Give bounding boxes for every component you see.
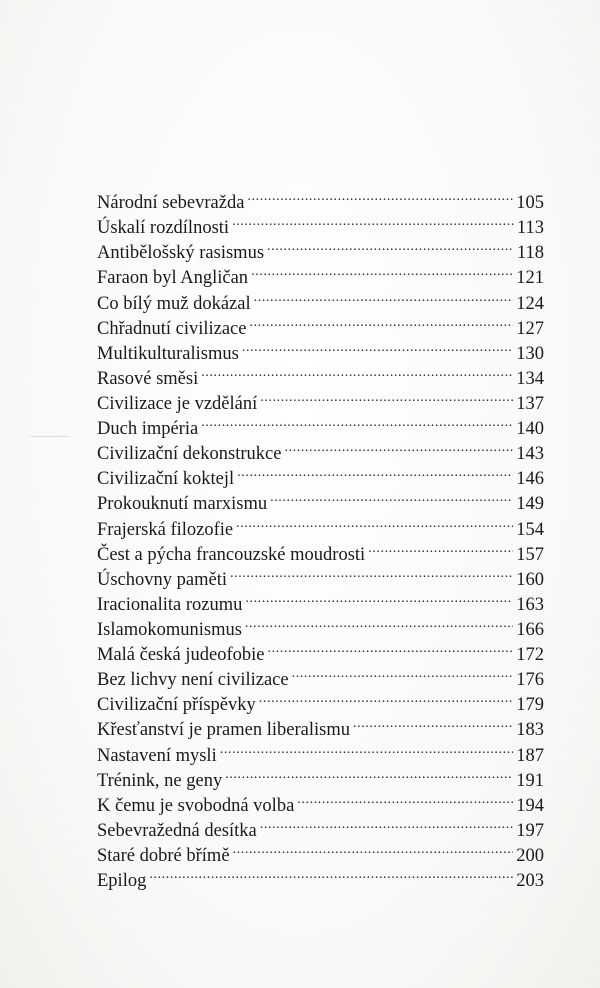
toc-entry-page: 157 xyxy=(516,544,544,565)
toc-entry-title: Civilizační příspěvky xyxy=(97,695,256,716)
toc-entry-title: Frajerská filozofie xyxy=(97,519,234,540)
toc-entry-page: 203 xyxy=(516,871,544,892)
toc-entry-title: Sebevražedná desítka xyxy=(97,820,257,841)
toc-entry-title: Islamokomunismus xyxy=(97,619,242,640)
dot-leader xyxy=(267,635,513,660)
dot-leader xyxy=(260,384,513,409)
toc-entry-title: Multikulturalismus xyxy=(97,343,239,364)
toc-entry-page: 194 xyxy=(516,795,544,816)
toc-entry-title: Civilizační koktejl xyxy=(97,469,235,490)
toc-entry xyxy=(97,183,544,214)
toc-entry-title: Civilizační dekonstrukce xyxy=(97,444,282,465)
dot-leader xyxy=(245,585,513,610)
toc-entry-page: 183 xyxy=(516,720,544,741)
toc-entry-title: Duch impéria xyxy=(97,419,199,440)
toc-entry-page: 143 xyxy=(516,444,544,465)
toc-entry-page: 154 xyxy=(516,519,544,540)
toc-entry-page: 146 xyxy=(516,469,544,490)
toc-entry-page: 172 xyxy=(516,645,544,666)
toc-entry-page: 187 xyxy=(516,745,544,766)
toc-entry-title: K čemu je svobodná volba xyxy=(97,795,295,816)
toc-entry-title: Nastavení mysli xyxy=(97,745,217,766)
toc-entry-title: Úschovny paměti xyxy=(97,569,227,590)
toc-entry-title: Bez lichvy není civilizace xyxy=(97,670,289,691)
toc-entry-title: Civilizace je vzdělání xyxy=(97,393,258,414)
dot-leader xyxy=(254,283,514,308)
dot-leader xyxy=(284,434,513,459)
toc-entry-page: 149 xyxy=(516,494,544,515)
toc-entry-page: 121 xyxy=(516,268,544,289)
toc-entry-title: Chřadnutí civilizace xyxy=(97,318,247,339)
dot-leader xyxy=(149,861,513,886)
dot-leader xyxy=(233,836,514,861)
dot-leader xyxy=(260,811,514,836)
dot-leader xyxy=(267,233,514,258)
toc-entry-page: 140 xyxy=(516,419,544,440)
dot-leader xyxy=(201,409,513,434)
toc-entry-page: 200 xyxy=(516,845,544,866)
dot-leader xyxy=(247,183,513,208)
toc-entry-title: Faraon byl Angličan xyxy=(97,268,249,289)
dot-leader xyxy=(368,535,513,560)
dot-leader xyxy=(270,484,513,509)
toc-entry-page: 176 xyxy=(516,670,544,691)
toc-entry-title: Trénink, ne geny xyxy=(97,770,223,791)
toc-entry-page: 137 xyxy=(516,393,544,414)
toc-entry-title: Epilog xyxy=(97,871,147,892)
dot-leader xyxy=(292,660,514,685)
dot-leader xyxy=(297,786,513,811)
dot-leader xyxy=(225,761,513,786)
dot-leader xyxy=(353,710,513,735)
toc-entry-page: 134 xyxy=(516,368,544,389)
toc-entry-title: Křesťanství je pramen liberalismu xyxy=(97,720,350,741)
dot-leader xyxy=(236,509,513,534)
table-of-contents xyxy=(97,183,544,892)
toc-entry-title: Rasové směsi xyxy=(97,368,199,389)
print-smudge xyxy=(30,436,70,437)
toc-entry-page: 166 xyxy=(516,619,544,640)
toc-entry-page: 163 xyxy=(516,594,544,615)
toc-entry-title: Prokouknutí marxismu xyxy=(97,494,268,515)
toc-entry-title: Čest a pýcha francouzské moudrosti xyxy=(97,544,366,565)
toc-entry-title: Iracionalita rozumu xyxy=(97,594,243,615)
toc-entry-page: 127 xyxy=(516,318,544,339)
dot-leader xyxy=(251,258,513,283)
dot-leader xyxy=(201,359,513,384)
toc-entry-title: Národní sebevražda xyxy=(97,193,245,214)
toc-entry-page: 113 xyxy=(516,218,544,239)
dot-leader xyxy=(232,208,514,233)
toc-entry xyxy=(97,861,544,892)
toc-entry-page: 179 xyxy=(516,695,544,716)
dot-leader xyxy=(245,610,513,635)
toc-entry-title: Antibělošský rasismus xyxy=(97,243,265,264)
dot-leader xyxy=(237,459,513,484)
toc-entry-page: 160 xyxy=(516,569,544,590)
toc-entry-title: Staré dobré břímě xyxy=(97,845,230,866)
toc-entry-page: 130 xyxy=(516,343,544,364)
toc-entry-title: Malá česká judeofobie xyxy=(97,645,265,666)
toc-entry-page: 197 xyxy=(516,820,544,841)
dot-leader xyxy=(230,560,513,585)
toc-entry-title: Úskalí rozdílnosti xyxy=(97,218,230,239)
toc-entry-page: 124 xyxy=(516,293,544,314)
dot-leader xyxy=(220,735,514,760)
dot-leader xyxy=(259,685,513,710)
dot-leader xyxy=(242,334,513,359)
toc-entry-page: 105 xyxy=(516,193,544,214)
toc-entry-page: 118 xyxy=(516,243,544,264)
toc-entry-page: 191 xyxy=(516,770,544,791)
toc-entry-title: Co bílý muž dokázal xyxy=(97,293,251,314)
dot-leader xyxy=(249,309,513,334)
